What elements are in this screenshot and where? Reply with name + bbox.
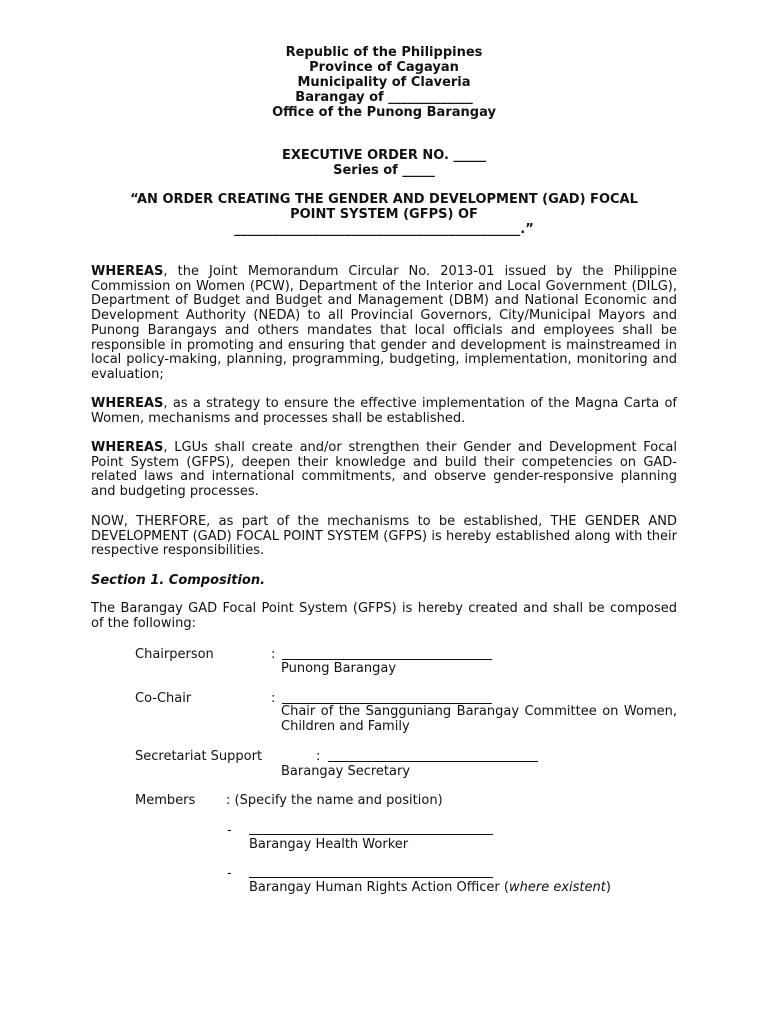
member-1-dash: - xyxy=(227,823,232,838)
order-title-line2: POINT SYSTEM (GFPS) OF xyxy=(290,207,478,222)
whereas-paragraph-1 xyxy=(91,265,677,383)
header-republic: Republic of the Philippines xyxy=(285,45,483,60)
whereas-lead: WHEREAS xyxy=(91,440,164,455)
chairperson-label: Chairperson xyxy=(135,647,214,662)
order-title-line1: “AN ORDER CREATING THE GENDER AND DEVELOPMENT (GAD) FOCAL xyxy=(130,192,638,207)
member-1-blank-line xyxy=(249,834,493,835)
members-note: : (Specify the name and position) xyxy=(226,793,443,808)
whereas-lead: WHEREAS xyxy=(91,396,164,411)
secretariat-blank-line xyxy=(328,761,538,762)
whereas-lead: WHEREAS xyxy=(91,264,164,279)
cochair-role: Chair of the Sangguniang Barangay Committee on Women, Children and Family xyxy=(281,704,677,734)
chairperson-blank-line xyxy=(282,659,492,660)
header-barangay: Barangay of _____________ xyxy=(295,90,473,105)
header-municipality: Municipality of Claveria xyxy=(297,75,471,90)
cochair-label: Co-Chair xyxy=(135,691,192,706)
whereas-text: , LGUs shall create and/or strengthen their Gender and Development Focal Point System (GFPS), deepen their knowledge and build their competencies on GAD-related laws and international commitments, and observe gender-responsive planning and budgeting processes. xyxy=(91,440,677,500)
member-1-role: Barangay Health Worker xyxy=(249,837,409,852)
executive-order-series: Series of _____ xyxy=(333,163,435,178)
whereas-paragraph-3 xyxy=(91,441,677,500)
header-office: Office of the Punong Barangay xyxy=(272,105,496,120)
header-province: Province of Cagayan xyxy=(309,60,459,75)
secretariat-label: Secretariat Support xyxy=(135,749,263,764)
member-2-dash: - xyxy=(227,866,232,881)
whereas-paragraph-2 xyxy=(91,397,677,426)
member-2-role-text: Barangay Human Rights Action Officer ( xyxy=(249,880,509,895)
secretariat-separator: : xyxy=(316,749,321,764)
therefore-paragraph: NOW, THERFORE, as part of the mechanisms to be established, THE GENDER AND DEVELOPMENT (GAD) FOCAL POINT SYSTEM (GFPS) is hereby established along with their respective responsibilities. xyxy=(91,514,677,559)
cochair-separator: : xyxy=(271,691,276,706)
section-1-intro: The Barangay GAD Focal Point System (GFPS) is hereby created and shall be composed of the following: xyxy=(91,601,677,631)
chairperson-separator: : xyxy=(271,647,276,662)
whereas-text: , the Joint Memorandum Circular No. 2013-01 issued by the Philippine Commission on Women (PCW), Department of the Interior and Local Government (DILG), Department of Budget and Budget and Management (DBM) and National Economic and Development Authority (NEDA) to all Provincial Governors, City/Municipal Mayors and Punong Barangays and others mandates that local officials and employees shall be responsible in promoting and ensuring that gender and development is mainstreamed in local policy-making, planning, programming, budgeting, implementation, monitoring and evaluation; xyxy=(91,264,677,382)
chairperson-role: Punong Barangay xyxy=(281,661,397,676)
order-title-line3: ____________________________________________.” xyxy=(234,222,534,237)
secretariat-role: Barangay Secretary xyxy=(281,764,411,779)
member-2-blank-line xyxy=(249,877,493,878)
whereas-text: , as a strategy to ensure the effective implementation of the Magna Carta of Women, mechanisms and processes shall be established. xyxy=(91,396,677,426)
members-label: Members xyxy=(135,793,196,808)
member-2-role-close: ) xyxy=(605,880,611,895)
member-2-role-italic: where existent xyxy=(508,880,606,895)
executive-order-number: EXECUTIVE ORDER NO. _____ xyxy=(282,148,486,163)
member-2-role xyxy=(249,880,611,895)
section-1-title: Section 1. Composition. xyxy=(91,573,266,588)
